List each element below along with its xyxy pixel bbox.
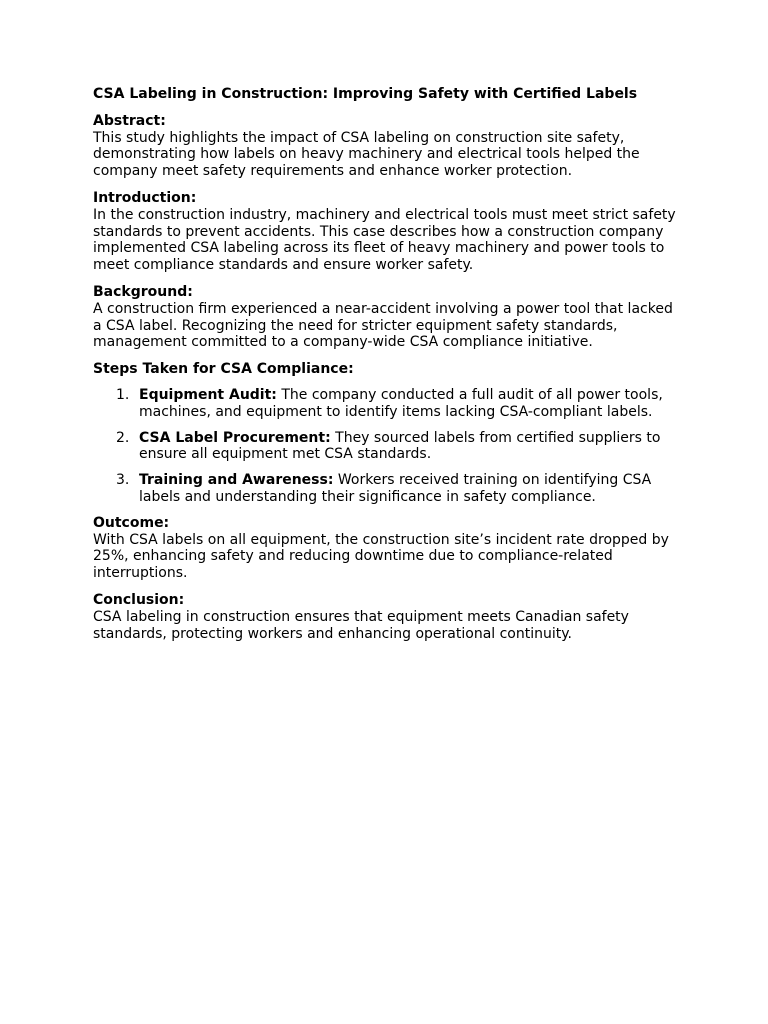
steps-heading: Steps Taken for CSA Compliance: xyxy=(93,361,354,378)
list-item-number: 1. xyxy=(116,386,130,403)
abstract-body: This study highlights the impact of CSA labeling on construction site safety, demonstrating how labels on heavy machinery and electrical tools helped the company meet safety requirements and enhance worker protection. xyxy=(93,129,640,180)
document-title: CSA Labeling in Construction: Improving Safety with Certified Labels xyxy=(93,86,638,102)
list-item-text: They sourced labels from certified suppliers to ensure all equipment met CSA standards. xyxy=(139,429,661,463)
list-item xyxy=(93,387,683,421)
list-item-number: 3. xyxy=(116,472,130,489)
background-body: A construction firm experienced a near-accident involving a power tool that lacked a CSA label. Recognizing the need for stricter equipment safety standards, management committed to a company-wide CSA compliance initiative. xyxy=(93,300,673,351)
list-item-number: 2. xyxy=(116,429,130,446)
introduction-heading: Introduction: xyxy=(93,189,197,206)
list-item-label: Training and Awareness: xyxy=(139,472,334,489)
background-heading: Background: xyxy=(93,283,193,300)
introduction-body: In the construction industry, machinery and electrical tools must meet strict safety standards to prevent accidents. This case describes how a construction company implemented CSA labeling across its fleet of heavy machinery and power tools to meet compliance standards and ensure worker safety. xyxy=(93,206,676,274)
conclusion-body: CSA labeling in construction ensures that equipment meets Canadian safety standards, protecting workers and enhancing operational continuity. xyxy=(93,608,629,642)
list-item xyxy=(93,472,683,506)
abstract-heading: Abstract: xyxy=(93,112,166,129)
background-section xyxy=(93,284,683,351)
document-page xyxy=(93,86,683,652)
outcome-body: With CSA labels on all equipment, the construction site’s incident rate dropped by 25%, enhancing safety and reducing downtime due to compliance-related interruptions. xyxy=(93,531,669,582)
abstract-section xyxy=(93,113,683,180)
list-item-text: The company conducted a full audit of all power tools, machines, and equipment to identify items lacking CSA-compliant labels. xyxy=(139,386,663,420)
list-item-label: Equipment Audit: xyxy=(139,386,277,403)
introduction-section xyxy=(93,190,683,274)
outcome-heading: Outcome: xyxy=(93,514,170,531)
list-item xyxy=(93,430,683,464)
list-item-text: Workers received training on identifying CSA labels and understanding their significance in safety compliance. xyxy=(139,472,652,505)
conclusion-heading: Conclusion: xyxy=(93,591,185,608)
steps-list xyxy=(93,387,683,506)
list-item-label: CSA Label Procurement: xyxy=(139,429,331,446)
conclusion-section xyxy=(93,592,683,642)
outcome-section xyxy=(93,515,683,582)
